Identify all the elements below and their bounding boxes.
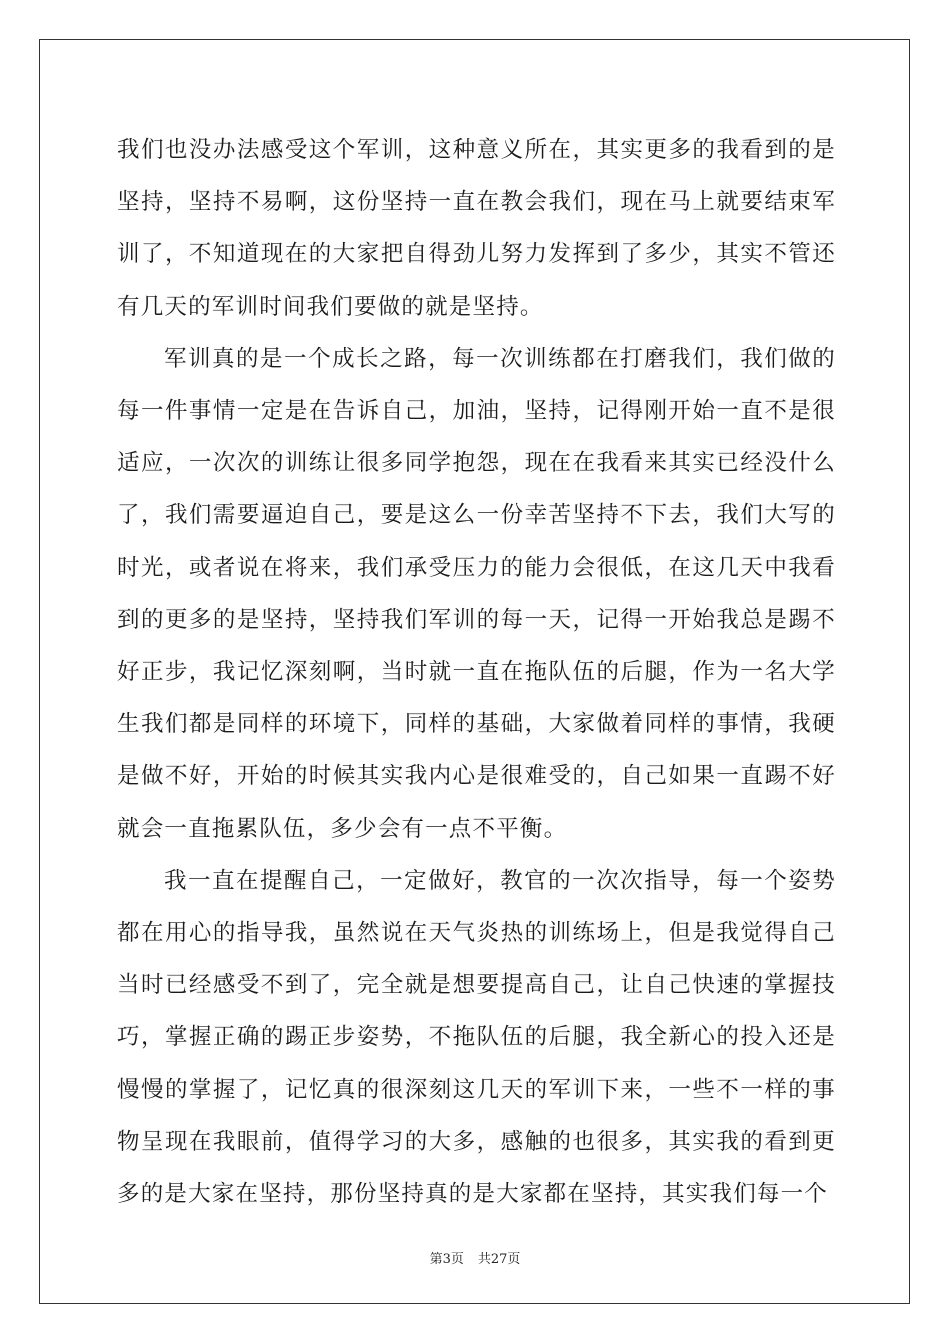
document-body	[117, 124, 836, 1220]
paragraph-1: 我们也没办法感受这个军训，这种意义所在，其实更多的我看到的是坚持，坚持不易啊，这份坚持一直在教会我们，现在马上就要结束军训了，不知道现在的大家把自得劲儿努力发挥到了多少，其实不管还有几天的军训时间我们要做的就是坚持。	[117, 137, 836, 320]
page-number-current: 第3页	[429, 1252, 464, 1267]
paragraph-2: 军训真的是一个成长之路，每一次训练都在打磨我们，我们做的每一件事情一定是在告诉自己，加油，坚持，记得刚开始一直不是很适应，一次次的训练让很多同学抱怨，现在在我看来其实已经没什么了，我们需要逼迫自己，要是这么一份幸苦坚持不下去，我们大写的时光，或者说在将来，我们承受压力的能力会很低，在这几天中我看到的更多的是坚持，坚持我们军训的每一天，记得一开始我总是踢不好正步，我记忆深刻啊，当时就一直在拖队伍的后腿，作为一名大学生我们都是同样的环境下，同样的基础，大家做着同样的事情，我硬是做不好，开始的时候其实我内心是很难受的，自己如果一直踢不好就会一直拖累队伍，多少会有一点不平衡。	[117, 345, 836, 842]
page-footer	[0, 1248, 950, 1267]
page-number-total: 共27页	[477, 1252, 521, 1267]
paragraph-3: 我一直在提醒自己，一定做好，教官的一次次指导，每一个姿势都在用心的指导我，虽然说在天气炎热的训练场上，但是我觉得自己当时已经感受不到了，完全就是想要提高自己，让自己快速的掌握技巧，掌握正确的踢正步姿势，不拖队伍的后腿，我全新心的投入还是慢慢的掌握了，记忆真的很深刻这几天的军训下来，一些不一样的事物呈现在我眼前，值得学习的大多，感触的也很多，其实我的看到更多的是大家在坚持，那份坚持真的是大家都在坚持，其实我们每一个	[117, 867, 836, 1208]
